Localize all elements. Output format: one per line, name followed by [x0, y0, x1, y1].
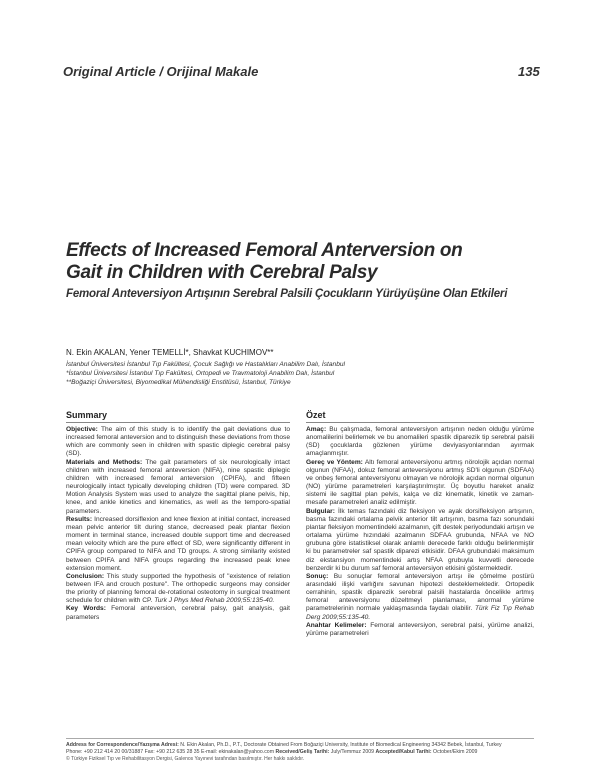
ozet-citation: Türk Fiz Tıp Rehab Derg 2009;55:135-40. — [306, 605, 534, 621]
footer-divider — [66, 738, 534, 739]
conclusion-label: Conclusion: — [66, 572, 105, 580]
yontem-label: Gereç ve Yöntem: — [306, 458, 363, 466]
objective-text: The aim of this study is to identify the gait deviations due to increased femoral anteversion and to distinguish these deviations from those which are commonly seen in children with spastic diplegic cerebral palsy (SD). — [66, 426, 290, 458]
summary-body — [66, 426, 290, 622]
accepted-label: Accepted/Kabul Tarihi: — [375, 749, 432, 755]
address-label: Address for Correspondence/Yazışma Adresi: — [66, 742, 179, 748]
yontem-text: Altı femoral anteversiyonu artmış nörolojik açıdan normal olgunun (NFAA), dokuz femoral anteversiyonu artmış SD'li olgunun (SDFAA) ve onbeş femoral anteversiyonu olmayan ve nörolojik açıdan normal olgunun (NO) yürüme parametreleri karşılaştırılmıştır. Üç boyutlu hareket analiz sistemi ile sagittal plan pelvis, kalça ve diz kinematik, kinetik ve zaman-mesafe parametreleri analiz edilmiştir. — [306, 458, 535, 507]
affiliation-2: *İstanbul Üniversitesi İstanbul Tıp Fakültesi, Ortopedi ve Travmatoloji Anabilim Dalı, İstanbul — [66, 370, 335, 377]
ozet-divider — [306, 422, 534, 423]
sonuc-text: Bu sonuçlar femoral anteversiyon artışı ile çömelme postürü arasındaki ilişki varlığını savunan hipotezi desteklemektedir. Ortopedik cerrahinin, spastik diparezik serebral palsili hastalarda öncelikle artmış femoral anteversiyonu düzeltmeyi planlaması, anormal yürüme parametrelerinin normale yaklaşmasında faydalı olabilir. — [306, 572, 534, 613]
address-line — [66, 742, 536, 749]
summary-divider — [66, 422, 290, 423]
running-header: Original Article / Orijinal Makale — [63, 64, 259, 79]
bulgular-label: Bulgular: — [306, 507, 335, 515]
received-label: Received/Geliş Tarihi: — [275, 749, 330, 755]
keywords-text: Femoral anteversion, cerebral palsy, gait analysis, gait parameters — [66, 605, 290, 621]
results-label: Results: — [66, 515, 93, 523]
anahtar-text: Femoral anteversiyon, serebral palsi, yürüme analizi, yürüme parametreleri — [306, 621, 534, 637]
objective-label: Objective: — [66, 426, 98, 433]
affiliation-3: **Boğaziçi Üniversitesi, Biyomedikal Mühendisliği Enstitüsü, İstanbul, Türkiye — [66, 379, 291, 386]
title-line-1: Effects of Increased Femoral Anterversion on — [66, 240, 463, 261]
title-line-2: Gait in Children with Cerebral Palsy — [66, 262, 378, 283]
summary-heading: Summary — [66, 410, 108, 420]
sonuc-label: Sonuç: — [306, 572, 329, 580]
ozet-body — [306, 426, 534, 638]
received-date: July/Temmuz 2009 — [330, 749, 375, 755]
ozet-heading: Özet — [306, 410, 326, 420]
results-text: Increased dorsiflexion and knee flexion at initial contact, increased mean pelvic anterior tilt during stance, decreased peak plantar flexion moment in terminal stance, increased double support time and decreased mean velocity which are the pure effect of SD, were significantly different in CPIFA group compared to NIFA and TD groups. A strong similarity existed between CPIFA and NIFA groups regarding the increased peak knee extension moment. — [66, 515, 290, 572]
phone-text: Phone: +90 212 414 20 00/31887 Fax: +90 212 635 28 35 E-mail: ekinakalan@yahoo.com — [66, 749, 275, 755]
summary-citation: Turk J Phys Med Rehab 2009;55:135-40. — [154, 597, 275, 605]
anahtar-label: Anahtar Kelimeler: — [306, 621, 367, 629]
author-list: N. Ekin AKALAN, Yener TEMELLİ*, Shavkat KUCHIMOV** — [66, 348, 274, 357]
methods-label: Materials and Methods: — [66, 458, 143, 466]
correspondence-footer — [66, 742, 536, 763]
accepted-date: October/Ekim 2009 — [433, 749, 478, 755]
contact-line — [66, 749, 536, 756]
article-title — [66, 240, 506, 284]
bulgular-text: İlk temas fazındaki diz fleksiyon ve ayak dorsifleksiyon artışının, basma fazındaki ortalama pelvik anterior tilt artışının, basma fazı sonundaki plantar fleksiyon momentindeki azalmanın, çift destek periyodundaki artışın ve ortalama yürüme hızındaki azalmanın SDFAA grubunda, NFAA ve NO grubuna göre istatistiksel olarak anlamlı derecede farklı olduğu belirlenmiştir ki bu parametreler saf spastik diparezi etkisidir. DFAA grubundaki maksimum diz ekstansiyon momentindeki artış NFAA grubuyla kuvvetli derecede benzerdir ki bu durum saf femoral anteversiyon etkisini göstermektedir. — [306, 507, 534, 572]
conclusion-text: This study supported the hypothesis of "existence of relation between IFA and crouch posture". The orthopedic surgeons may consider the priority of planning femoral de-rotational osteotomy in surgical treatment schedule for children with CP. — [66, 572, 290, 605]
copyright-line: © Türkiye Fiziksel Tıp ve Rehabilitasyon Dergisi, Galenos Yayınevi tarafından basılmıştır. Her hakkı saklıdır. — [66, 756, 305, 762]
affiliation-1: İstanbul Üniversitesi İstanbul Tıp Fakültesi, Çocuk Sağlığı ve Hastalıkları Anabilim Dalı, İstanbul — [66, 361, 346, 368]
amac-label: Amaç: — [306, 426, 327, 433]
turkish-title: Femoral Anteversiyon Artışının Serebral Palsili Çocukların Yürüyüşüne Olan Etkileri — [66, 288, 508, 300]
address-text: N. Ekin Akalan, Ph.D., P.T., Doctorate Obtained From Boğaziçi University, Institute of Biomedical Engineering 34342 Bebek, İstanbul, Turkey — [180, 742, 502, 748]
keywords-label: Key Words: — [66, 605, 106, 613]
methods-text: The gait parameters of six neurologically intact children with increased femoral anteversion (NIFA), nine spastic diplegic children with increased femoral anteversion (CPIFA), and fifteen neurologically intact typically developing children (TD) were compared. 3D Motion Analysis System was used to analyze the sagittal plane pelvis, hip, knee, and ankle kinetics and kinematics, as well as the temporo-spatial parameters. — [66, 458, 290, 515]
page-number: 135 — [518, 64, 540, 79]
amac-text: Bu çalışmada, femoral anteversiyon artışının neden olduğu yürüme anomalilerini belirlemek ve bu anomalileri spastik diparezik tip serebral palsili (SD) çocuklarda gözlenen yürüme deviyasyonlarından ayırmak amaçlanmıştır. — [306, 426, 534, 458]
